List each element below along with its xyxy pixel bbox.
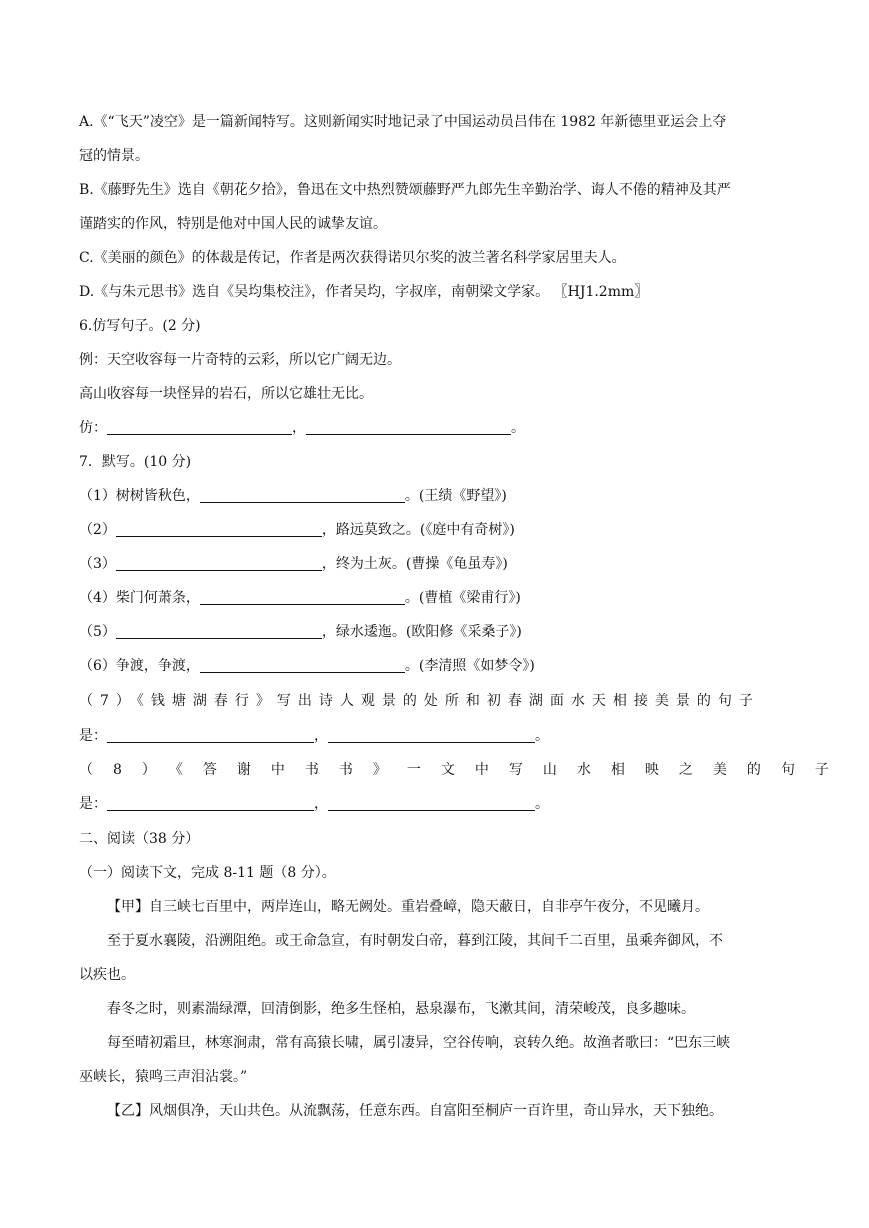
item-suffix: ，终为土灰。(曹操《龟虽寿》) bbox=[321, 556, 508, 572]
answer-blank[interactable] bbox=[200, 486, 405, 503]
passage-jia-para-1: 【甲】自三峡七百里中，两岸连山，略无阙处。重岩叠嶂，隐天蔽日，自非亭午夜分，不见曦月。 bbox=[107, 899, 709, 915]
answer-blank[interactable] bbox=[107, 726, 314, 743]
answer-blank[interactable] bbox=[306, 418, 511, 435]
question-6-answer-line bbox=[79, 417, 791, 439]
item-suffix: 。(王绩《野望》) bbox=[404, 488, 507, 504]
period: 。 bbox=[511, 420, 525, 436]
item-suffix: ，路远莫致之。(《庭中有奇树》) bbox=[321, 522, 515, 538]
question-7-item-4 bbox=[79, 587, 791, 609]
question-6-title: 6.仿写句子。(2 分) bbox=[79, 318, 201, 334]
question-6-example: 例：天空收容每一片奇特的云彩，所以它广阔无边。 bbox=[79, 352, 401, 368]
option-b-line1: B.《藤野先生》选自《朝花夕拾》，鲁迅在文中热烈赞颂藤野严九郎先生辛勤治学、诲人不倦的精神及其严 bbox=[79, 182, 731, 198]
option-d: D.《与朱元思书》选自《吴均集校注》，作者吴均，字叔庠，南朝梁文学家。 〖HJ1.2mm〗 bbox=[79, 284, 649, 300]
answer-blank[interactable] bbox=[328, 794, 535, 811]
question-6-example-2: 高山收容每一块怪异的岩石，所以它雄壮无比。 bbox=[79, 386, 373, 402]
question-7-item-2 bbox=[79, 519, 791, 541]
answer-prefix: 是： bbox=[79, 796, 107, 812]
question-7-title: 7．默写。(10 分) bbox=[79, 454, 192, 470]
comma: ， bbox=[292, 420, 306, 436]
passage-yi-para-1: 【乙】风烟俱净，天山共色。从流飘荡，任意东西。自富阳至桐庐一百许里，奇山异水，天下独绝。 bbox=[107, 1103, 723, 1119]
passage-jia-para-2-line1: 至于夏水襄陵，沿溯阻绝。或王命急宣，有时朝发白帝，暮到江陵，其间千二百里，虽乘奔御风，不 bbox=[107, 933, 723, 949]
answer-blank[interactable] bbox=[116, 622, 322, 639]
item-prefix: （1）树树皆秋色， bbox=[79, 488, 200, 504]
answer-blank[interactable] bbox=[116, 520, 322, 537]
item-suffix: 。(李清照《如梦令》) bbox=[404, 658, 535, 674]
answer-prefix: 是： bbox=[79, 728, 107, 744]
imitate-prefix: 仿： bbox=[79, 420, 107, 436]
item-suffix: ，绿水逶迤。(欧阳修《采桑子》) bbox=[321, 624, 522, 640]
item-prefix: （6）争渡，争渡， bbox=[79, 658, 200, 674]
question-7-item-7-answer bbox=[79, 725, 791, 747]
period: 。 bbox=[535, 728, 549, 744]
option-c: C.《美丽的颜色》的体裁是传记，作者是两次获得诺贝尔奖的波兰著名科学家居里夫人。 bbox=[79, 250, 626, 266]
passage-jia-para-2-line2: 以疾也。 bbox=[79, 967, 135, 983]
question-7-item-8-answer bbox=[79, 793, 791, 815]
question-7-item-7: （7）《钱塘湖春行》写出诗人观景的处所和初春湖面水天相接美景的句子 bbox=[79, 693, 760, 709]
passage-jia-para-4-line2: 巫峡长，猿鸣三声泪沾裳。” bbox=[79, 1069, 248, 1085]
question-7-item-5 bbox=[79, 621, 791, 643]
question-7-item-1 bbox=[79, 485, 791, 507]
question-7-item-6 bbox=[79, 655, 791, 677]
question-7-item-8: （8）《答谢中书书》一文中写山水相映之美的句子 bbox=[79, 762, 849, 778]
answer-blank[interactable] bbox=[116, 554, 322, 571]
answer-blank[interactable] bbox=[200, 656, 405, 673]
item-prefix: （3） bbox=[79, 556, 116, 572]
passage-jia-para-3: 春冬之时，则素湍绿潭，回清倒影，绝多生怪柏，悬泉瀑布，飞漱其间，清荣峻茂，良多趣味。 bbox=[107, 1001, 695, 1017]
answer-blank[interactable] bbox=[200, 588, 405, 605]
item-prefix: （2） bbox=[79, 522, 116, 538]
answer-blank[interactable] bbox=[328, 726, 535, 743]
comma: ， bbox=[314, 728, 328, 744]
item-prefix: （5） bbox=[79, 624, 116, 640]
option-b-line2: 谨踏实的作风，特别是他对中国人民的诚挚友谊。 bbox=[79, 216, 387, 232]
item-suffix: 。(曹植《梁甫行》) bbox=[404, 590, 521, 606]
section-2-heading: 二、阅读（38 分） bbox=[79, 831, 200, 847]
question-7-item-3 bbox=[79, 553, 791, 575]
option-a-line1: A.《“飞天”凌空》是一篇新闻特写。这则新闻实时地记录了中国运动员吕伟在 1982 年新德里亚运会上夺 bbox=[79, 114, 727, 130]
passage-jia-para-4-line1: 每至晴初霜旦，林寒涧肃，常有高猿长啸，属引凄异，空谷传响，哀转久绝。故渔者歌曰：“巴东三峡 bbox=[107, 1035, 731, 1051]
subsection-1-heading: （一）阅读下文，完成 8-11 题（8 分）。 bbox=[79, 865, 336, 881]
period: 。 bbox=[535, 796, 549, 812]
answer-blank[interactable] bbox=[107, 794, 314, 811]
comma: ， bbox=[314, 796, 328, 812]
item-prefix: （4）柴门何萧条， bbox=[79, 590, 200, 606]
answer-blank[interactable] bbox=[107, 418, 292, 435]
option-a-line2: 冠的情景。 bbox=[79, 148, 149, 164]
